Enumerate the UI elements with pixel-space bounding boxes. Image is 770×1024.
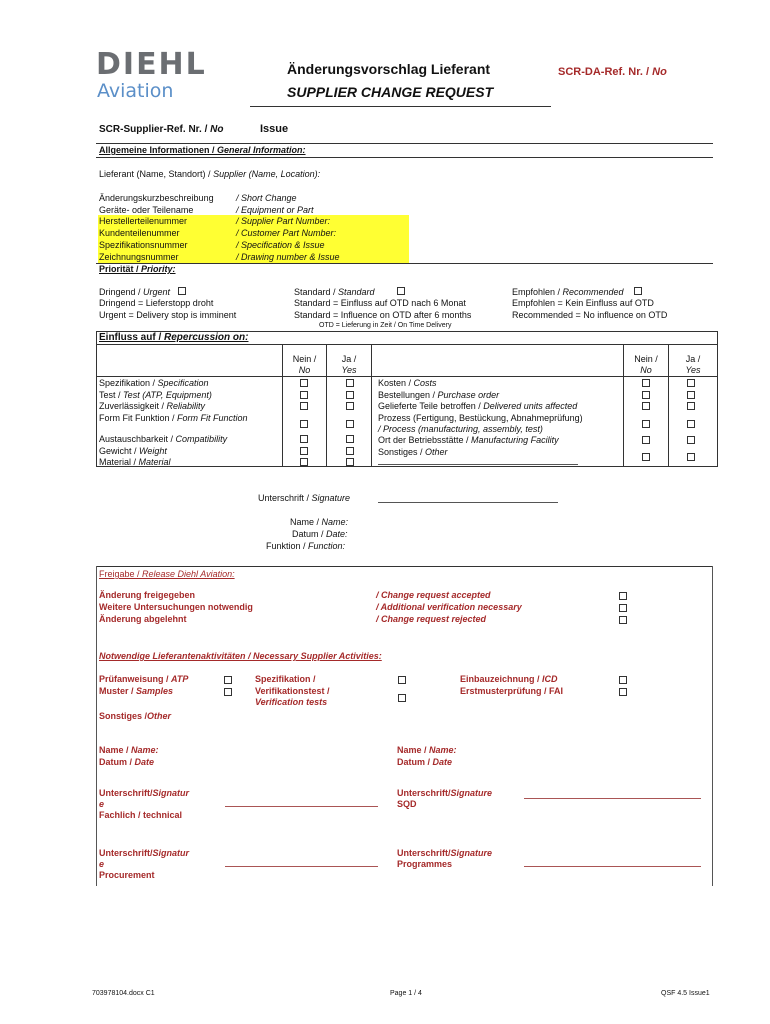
issue-label: Issue (260, 123, 289, 135)
activity-samples: Muster / Samples (99, 686, 174, 696)
table-border (96, 344, 718, 345)
other-input-line[interactable] (378, 464, 578, 465)
rep-row-label: Prozess (Fertigung, Bestückung, Abnahmeprüfung) (378, 413, 583, 423)
checkbox-no[interactable] (642, 391, 650, 399)
col-nein: Nein / (634, 354, 658, 364)
approver-name-label: Name / Name: (99, 745, 159, 755)
approver-date-label: Datum / Date (99, 757, 155, 767)
rep-row-label: Bestellungen / Purchase order (378, 390, 500, 400)
checkbox-yes[interactable] (346, 379, 354, 387)
rep-row-label: Kosten / Costs (378, 378, 437, 388)
gen-row-en: / Specification & Issue (236, 240, 325, 250)
checkbox-yes[interactable] (346, 420, 354, 428)
divider (96, 566, 713, 567)
table-row-line (96, 376, 718, 377)
gen-row-en: / Customer Part Number: (236, 228, 337, 238)
checkbox-yes[interactable] (687, 436, 695, 444)
release-option-en: / Change request rejected (376, 614, 487, 624)
release-option-de: Änderung freigegeben (99, 590, 196, 600)
rep-row-label: Form Fit Funktion / Form Fit Function (99, 413, 248, 423)
checkbox-verification[interactable] (619, 604, 627, 612)
rep-row-label: / Process (manufacturing, assembly, test) (378, 424, 543, 434)
sig-technical-role: Fachlich / technical (99, 810, 183, 820)
checkbox-no[interactable] (642, 379, 650, 387)
gen-row-en: / Short Change (236, 193, 297, 203)
checkbox-yes[interactable] (687, 420, 695, 428)
col-ja: Ja / (685, 354, 701, 364)
supplier-ref: SCR-Supplier-Ref. Nr. / No (99, 124, 224, 135)
release-option-de: Weitere Untersuchungen notwendig (99, 602, 253, 612)
approver-name-label: Name / Name: (397, 745, 457, 755)
checkbox[interactable] (634, 287, 642, 295)
priority-heading: Priorität / Priority: (99, 264, 176, 274)
activity-fai: Erstmusterprüfung / FAI (460, 686, 564, 696)
priority-text: Standard = Einfluss auf OTD nach 6 Monat (294, 298, 466, 308)
col-no: No (640, 365, 652, 375)
approver-date-label: Datum / Date (397, 757, 453, 767)
rep-row-label: Gelieferte Teile betroffen / Delivered units affected (378, 401, 578, 411)
release-option-de: Änderung abgelehnt (99, 614, 187, 624)
rep-row-label: Material / Material (99, 457, 171, 467)
col-yes: Yes (341, 365, 357, 375)
activity-other: Sonstiges /Other (99, 711, 172, 721)
gen-row-de: Spezifikationsnummer (99, 240, 188, 250)
sig-technical-label: Unterschrift/Signatur (99, 788, 190, 798)
footer-doc: 703978104.docx C1 (92, 990, 155, 997)
priority-standard[interactable]: Standard / Standard (294, 287, 405, 297)
checkbox[interactable] (178, 287, 186, 295)
checkbox-no[interactable] (300, 435, 308, 443)
divider (96, 263, 713, 264)
sig-sqd-role: SQD (397, 799, 417, 809)
date-label: Datum / Date: (292, 529, 348, 539)
activity-spec: Spezifikation / (255, 674, 316, 684)
checkbox-no[interactable] (642, 436, 650, 444)
divider (96, 157, 713, 158)
checkbox[interactable] (397, 287, 405, 295)
checkbox-verification-test[interactable] (398, 694, 406, 702)
sig-technical-line[interactable] (225, 806, 378, 807)
checkbox-yes[interactable] (346, 458, 354, 466)
release-option-en: / Change request accepted (376, 590, 491, 600)
sig-procurement-label-cont: e (99, 859, 105, 869)
checkbox-icd[interactable] (619, 676, 627, 684)
otd-note: OTD = Lieferung in Zeit / On Time Delivery (319, 322, 452, 329)
checkbox-yes[interactable] (687, 391, 695, 399)
rep-row-label: Gewicht / Weight (99, 446, 167, 456)
checkbox-no[interactable] (642, 453, 650, 461)
sig-technical-label-cont: e (99, 799, 105, 809)
name-label: Name / Name: (290, 517, 349, 527)
activity-atp: Prüfanweisung / ATP (99, 674, 189, 684)
priority-urgent[interactable]: Dringend / Urgent (99, 287, 186, 297)
checkbox-rejected[interactable] (619, 616, 627, 624)
sig-procurement-line[interactable] (225, 866, 378, 867)
logo-aviation: Aviation (97, 80, 174, 102)
table-border (96, 331, 97, 467)
checkbox-atp[interactable] (224, 676, 232, 684)
table-border (96, 466, 718, 467)
priority-text: Recommended = No influence on OTD (512, 310, 668, 320)
activity-icd: Einbauzeichnung / ICD (460, 674, 558, 684)
col-no: No (298, 365, 311, 375)
title-underline (250, 106, 551, 107)
checkbox-no[interactable] (300, 391, 308, 399)
col-nein: Nein / (292, 354, 317, 364)
checkbox-fai[interactable] (619, 688, 627, 696)
sig-programmes-label: Unterschrift/Signature (397, 848, 493, 858)
rep-row-label: Ort der Betriebsstätte / Manufacturing Facility (378, 435, 559, 445)
rep-row-label: Test / Test (ATP, Equipment) (99, 390, 212, 400)
checkbox-no[interactable] (300, 458, 308, 466)
activities-heading: Notwendige Lieferantenaktivitäten / Necessary Supplier Activities: (99, 651, 382, 661)
title-de: Änderungsvorschlag Lieferant (287, 61, 491, 77)
checkbox-yes[interactable] (346, 435, 354, 443)
gen-row-de: Geräte- oder Teilename (99, 205, 194, 215)
gen-row-de: Änderungskurzbeschreibung (99, 193, 214, 203)
sig-sqd-label: Unterschrift/Signature (397, 788, 493, 798)
rep-row-label: Austauschbarkeit / Compatibility (99, 434, 228, 444)
activity-verification-en: Verification tests (255, 697, 328, 707)
col-yes: Yes (685, 365, 701, 375)
divider (96, 143, 713, 144)
checkbox-yes[interactable] (687, 379, 695, 387)
signature-line[interactable] (378, 502, 558, 503)
title-en: SUPPLIER CHANGE REQUEST (287, 84, 494, 100)
release-option-en: / Additional verification necessary (376, 602, 522, 612)
repercussion-heading: Einfluss auf / Repercussion on: (99, 332, 249, 343)
checkbox-no[interactable] (300, 379, 308, 387)
gen-row-en: / Supplier Part Number: (236, 216, 331, 226)
checkbox-samples[interactable] (224, 688, 232, 696)
signature-label: Unterschrift / Signature (258, 493, 351, 503)
checkbox-no[interactable] (642, 420, 650, 428)
sig-procurement-role: Procurement (99, 870, 155, 880)
gen-row-de: Herstellerteilenummer (99, 216, 188, 226)
checkbox-yes[interactable] (346, 447, 354, 455)
checkbox-yes[interactable] (687, 453, 695, 461)
checkbox-no[interactable] (642, 402, 650, 410)
rep-row-label: Zuverlässigkeit / Reliability (99, 401, 206, 411)
supplier-name-line: Lieferant (Name, Standort) / Supplier (Name, Location): (99, 169, 321, 179)
sig-procurement-label: Unterschrift/Signatur (99, 848, 190, 858)
release-heading: Freigabe / Release Diehl Aviation: (99, 569, 235, 579)
gen-row-de: Zeichnungsnummer (99, 252, 179, 262)
gen-row-de: Kundenteilenummer (99, 228, 180, 238)
checkbox-no[interactable] (300, 447, 308, 455)
checkbox-yes[interactable] (346, 402, 354, 410)
checkbox-yes[interactable] (346, 391, 354, 399)
priority-text: Dringend = Lieferstopp droht (99, 298, 214, 308)
table-border (717, 331, 718, 467)
footer-form: QSF 4.5 Issue1 (661, 990, 710, 997)
activity-verification: Verifikationstest / (255, 686, 330, 696)
footer-page: Page 1 / 4 (390, 990, 422, 997)
checkbox-accepted[interactable] (619, 592, 627, 600)
logo-diehl: DIEHL (96, 47, 207, 82)
priority-text: Urgent = Delivery stop is imminent (99, 310, 237, 320)
gen-row-en: / Equipment or Part (236, 205, 314, 215)
checkbox-yes[interactable] (687, 402, 695, 410)
col-ja: Ja / (341, 354, 357, 364)
rep-row-label: Sonstiges / Other (378, 447, 448, 457)
sig-programmes-line[interactable] (524, 866, 701, 867)
gen-row-en: / Drawing number & Issue (236, 252, 340, 262)
checkbox-spec[interactable] (398, 676, 406, 684)
scr-da-ref: SCR-DA-Ref. Nr. / No (558, 66, 667, 78)
priority-text: Empfohlen = Kein Einfluss auf OTD (512, 298, 654, 308)
priority-recommended[interactable]: Empfohlen / Recommended (512, 287, 642, 297)
function-label: Funktion / Function: (266, 541, 346, 551)
sig-sqd-line[interactable] (524, 798, 701, 799)
release-border-left (96, 566, 97, 886)
general-heading: Allgemeine Informationen / General Information: (99, 145, 306, 155)
col-line (371, 344, 372, 467)
rep-row-label: Spezifikation / Specification (99, 378, 209, 388)
release-border-right (712, 566, 713, 886)
checkbox-no[interactable] (300, 402, 308, 410)
sig-programmes-role: Programmes (397, 859, 453, 869)
priority-text: Standard = Influence on OTD after 6 months (294, 310, 472, 320)
checkbox-no[interactable] (300, 420, 308, 428)
